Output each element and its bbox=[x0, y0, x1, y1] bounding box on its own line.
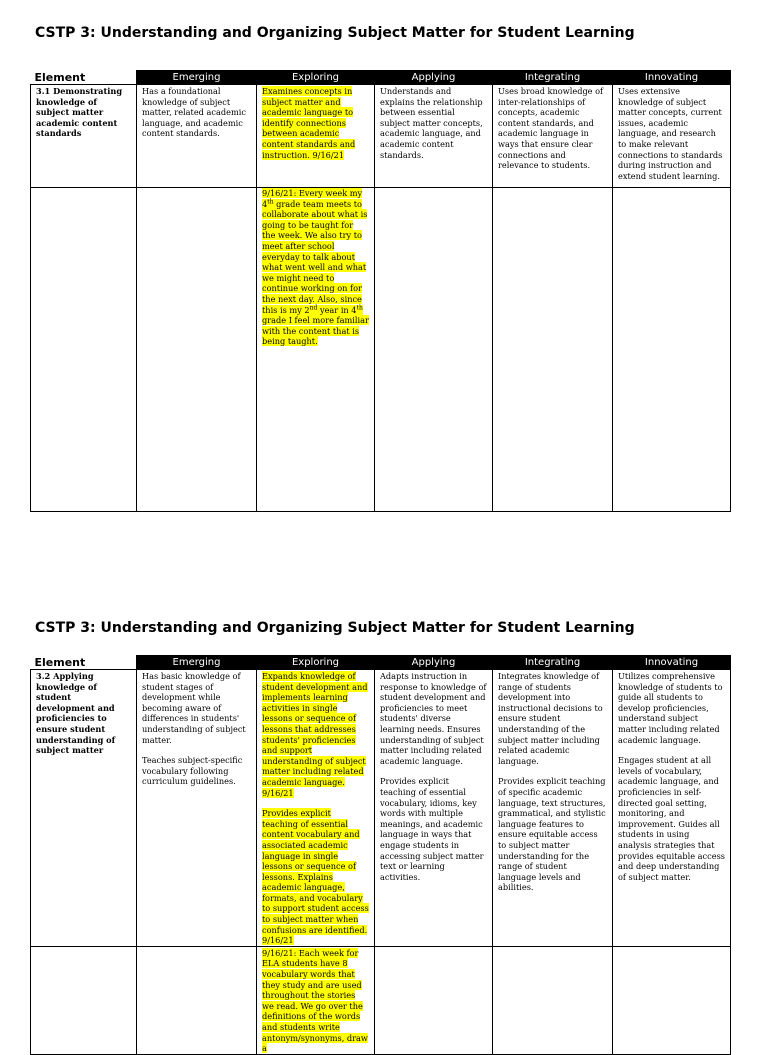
level-header-exploring: Exploring bbox=[257, 656, 375, 670]
evidence-note: 9/16/21: Every week my 4th grade team meets to collaborate about what is going to be taught for the week. We also try to meet after school everyday to talk about what went well and what we might need to continue working on for the next day. Also, since this is my 2nd year in 4th grade I feel more familiar with the content that is being taught. bbox=[262, 188, 369, 347]
descriptor-integrating bbox=[493, 670, 613, 947]
descriptor-paragraph: Engages student at all levels of vocabulary, academic language, and proficiencies in self-directed goal setting, monitoring, and improvement. Guides all students in using analysis strategies that provides equitable access and deep understanding of subject matter. bbox=[618, 755, 725, 882]
descriptor-emerging bbox=[137, 670, 257, 947]
element-column-header: Element bbox=[31, 656, 137, 670]
evidence-exploring bbox=[257, 946, 375, 1054]
level-header-emerging: Emerging bbox=[137, 656, 257, 670]
evidence-exploring bbox=[257, 188, 375, 512]
evidence-emerging bbox=[137, 188, 257, 512]
descriptor-paragraph: Provides explicit teaching of specific academic language, text structures, grammatical, and stylistic language features to ensure equitable access to subject matter understanding for the range of student language levels and abilities. bbox=[498, 776, 606, 893]
descriptor-paragraph: Has basic knowledge of student stages of development while becoming aware of differences in students' understanding of subject matter. bbox=[142, 671, 246, 745]
level-header-applying: Applying bbox=[375, 656, 493, 670]
level-header-emerging: Emerging bbox=[137, 71, 257, 85]
evidence-note: 9/16/21: Each week for ELA students have 8 vocabulary words that they study and are used throughout the stories we read. We go over the definitions of the words and students write antonym/synonyms, draw a bbox=[262, 947, 368, 1054]
level-header-integrating: Integrating bbox=[493, 71, 613, 85]
evidence-row bbox=[31, 946, 731, 1054]
highlighted-text: Examines concepts in subject matter and academic language to identify connections between academic content standards and instruction. 9/16/21 bbox=[262, 86, 356, 160]
evidence-element-cell bbox=[31, 946, 137, 1054]
descriptor-exploring bbox=[257, 85, 375, 188]
level-header-innovating: Innovating bbox=[613, 71, 731, 85]
evidence-integrating bbox=[493, 188, 613, 512]
descriptor-applying bbox=[375, 670, 493, 947]
descriptor-emerging: Has a foundational knowledge of subject matter, related academic language, and academic content standards. bbox=[137, 85, 257, 188]
evidence-integrating bbox=[493, 946, 613, 1054]
rubric-table-3-2 bbox=[30, 655, 731, 1055]
evidence-applying bbox=[375, 188, 493, 512]
evidence-innovating bbox=[613, 946, 731, 1054]
descriptor-paragraph: Utilizes comprehensive knowledge of students to guide all students to develop proficiencies, understand subject matter including related academic language. bbox=[618, 671, 723, 745]
element-name-cell: 3.2 Applying knowledge of student development and proficiencies to ensure student understanding of subject matter bbox=[31, 670, 137, 947]
descriptor-row bbox=[31, 85, 731, 188]
evidence-emerging bbox=[137, 946, 257, 1054]
descriptor-paragraph: Integrates knowledge of range of students development into instructional decisions to ensure student understanding of the subject matter including related academic language. bbox=[498, 671, 603, 766]
highlighted-text: Provides explicit teaching of essential content vocabulary and associated academic language in single lessons or sequence of lessons. Explains academic language, formats, and vocabulary to support student access to subject matter when confusions are identified. 9/16/21 bbox=[262, 808, 369, 946]
level-header-innovating: Innovating bbox=[613, 656, 731, 670]
descriptor-applying: Understands and explains the relationship between essential subject matter concepts, academic language, and academic content standards. bbox=[375, 85, 493, 188]
descriptor-exploring bbox=[257, 670, 375, 947]
evidence-element-cell bbox=[31, 188, 137, 512]
descriptor-integrating: Uses broad knowledge of inter-relationships of concepts, academic content standards, and academic language in ways that ensure clear connections and relevance to students. bbox=[493, 85, 613, 188]
evidence-row bbox=[31, 188, 731, 512]
rubric-header-row bbox=[31, 71, 731, 85]
highlighted-text: Expands knowledge of student development and implements learning activities in single lessons or sequence of lessons that addresses students' proficiencies and support understanding of subject matter including related academic language. 9/16/21 bbox=[262, 671, 368, 798]
descriptor-paragraph: Provides explicit teaching of essential vocabulary, idioms, key words with multiple meanings, and academic language in ways that engage students in accessing subject matter text or learning activities. bbox=[380, 776, 484, 882]
descriptor-paragraph: Adapts instruction in response to knowledge of student development and proficiencies to meet students' diverse learning needs. Ensures understanding of subject matter including related academic language. bbox=[380, 671, 487, 766]
element-column-header: Element bbox=[31, 71, 137, 85]
evidence-applying bbox=[375, 946, 493, 1054]
section-1-title: CSTP 3: Understanding and Organizing Subject Matter for Student Learning bbox=[35, 25, 635, 41]
level-header-applying: Applying bbox=[375, 71, 493, 85]
descriptor-row bbox=[31, 670, 731, 947]
section-2-title: CSTP 3: Understanding and Organizing Subject Matter for Student Learning bbox=[35, 620, 635, 636]
descriptor-innovating bbox=[613, 670, 731, 947]
element-name-cell: 3.1 Demonstrating knowledge of subject matter academic content standards bbox=[31, 85, 137, 188]
descriptor-paragraph: Teaches subject-specific vocabulary following curriculum guidelines. bbox=[142, 755, 243, 787]
evidence-innovating bbox=[613, 188, 731, 512]
rubric-table-3-1 bbox=[30, 70, 731, 512]
rubric-header-row bbox=[31, 656, 731, 670]
descriptor-innovating: Uses extensive knowledge of subject matter concepts, current issues, academic language, and research to make relevant connections to standards during instruction and extend student learning. bbox=[613, 85, 731, 188]
level-header-exploring: Exploring bbox=[257, 71, 375, 85]
level-header-integrating: Integrating bbox=[493, 656, 613, 670]
